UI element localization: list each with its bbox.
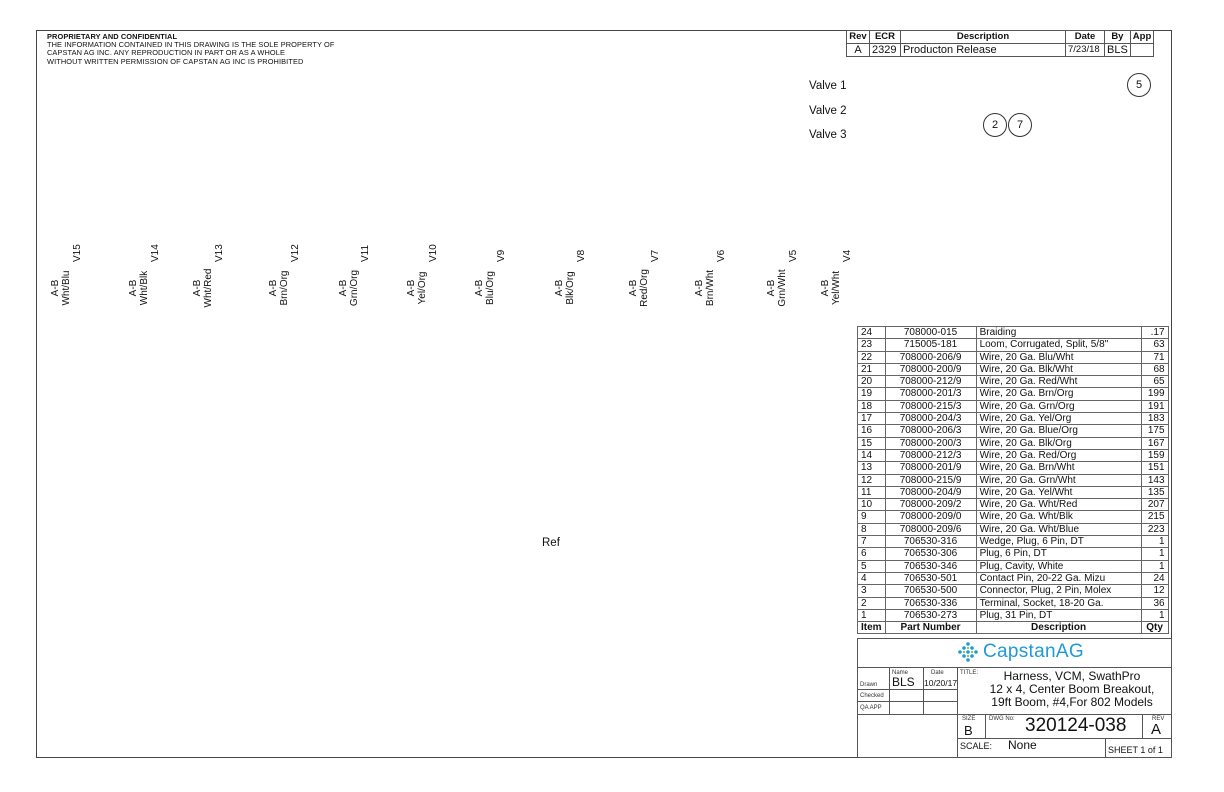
title-line-3: 19ft Boom, #4,For 802 Models [991,695,1153,709]
bom-description-cell: Plug, 6 Pin, DT [976,548,1141,560]
bom-item-cell: 23 [858,339,886,351]
bom-item-cell: 19 [858,388,886,400]
bom-part-cell: 708000-215/9 [885,474,976,486]
bom-part-cell: 708000-200/3 [885,437,976,449]
connector-wire-color: Grn/Org [349,269,360,307]
bom-item-cell: 2 [858,597,886,609]
bom-description-cell: Plug, 31 Pin, DT [976,609,1141,621]
bom-item-cell: 18 [858,400,886,412]
rev-date-cell: 7/23/18 [1066,44,1105,57]
valve-id-v11: V11 [360,244,371,262]
connector-label-v6 [694,262,716,314]
bom-qty-cell: 175 [1141,425,1168,437]
connector-ab-label: A-B [268,279,279,297]
connector-ab-label: A-B [694,279,705,297]
bom-part-cell: 708000-215/3 [885,400,976,412]
proprietary-notice [47,33,335,66]
connector-wire-color: Grn/Wht [777,269,788,307]
name-label: Name [892,670,909,676]
bom-part-cell: 706530-316 [885,536,976,548]
connector-ab-label: A-B [766,279,777,297]
bom-part-cell: 708000-200/9 [885,363,976,375]
connector-ab-label: A-B [820,279,831,297]
valve-id-v5: V5 [788,249,799,262]
connector-label-v8 [554,262,576,314]
connector-wire-color: Yel/Org [417,271,428,305]
rev-description-cell: Producton Release [901,44,1066,57]
bom-part-cell: 706530-306 [885,548,976,560]
bom-qty-cell: 159 [1141,449,1168,461]
connector-wire-color: Yel/Wht [831,270,842,306]
bom-item-cell: 12 [858,474,886,486]
bom-item-cell: 21 [858,363,886,375]
bom-description-cell: Wire, 20 Ga. Brn/Org [976,388,1141,400]
ecr-col-header: ECR [870,31,901,44]
bom-qty-cell: 1 [1141,548,1168,560]
bom-part-cell: 706530-501 [885,572,976,584]
bom-row [858,572,1169,584]
bom-item-cell: 17 [858,413,886,425]
proprietary-heading: PROPRIETARY AND CONFIDENTIAL [47,32,178,41]
drawn-name: BLS [892,675,915,689]
connector-wire-color: Wht/Blu [61,270,72,306]
bom-row [858,609,1169,621]
rev-value: A [1151,721,1162,738]
bom-part-cell: 708000-209/6 [885,523,976,535]
connector-label-v12 [268,262,290,314]
description-col-header: Description [901,31,1066,44]
bom-row [858,548,1169,560]
bom-description-cell: Wire, 20 Ga. Brn/Wht [976,462,1141,474]
qty-col-header: Qty [1141,622,1168,634]
bom-row [858,462,1169,474]
bom-item-cell: 14 [858,449,886,461]
bom-row [858,597,1169,609]
bom-row [858,413,1169,425]
bom-body [858,327,1169,622]
item-col-header: Item [858,622,886,634]
bom-item-cell: 20 [858,376,886,388]
valve-3-label: Valve 3 [809,129,847,141]
valve-id-v6: V6 [716,249,727,262]
connector-wire-color: Blu/Org [485,271,496,305]
bom-part-cell: 708000-206/3 [885,425,976,437]
bom-part-cell: 708000-201/3 [885,388,976,400]
connector-ab-label: A-B [192,279,203,297]
valve-id-v14: V14 [150,244,161,262]
dwg-no-label: DWG No: [989,716,1015,722]
bom-description-cell: Wire, 20 Ga. Wht/Blue [976,523,1141,535]
connector-label-v5 [766,262,788,314]
bom-item-cell: 4 [858,572,886,584]
balloon-5: 5 [1127,73,1151,97]
bom-part-cell: 708000-206/9 [885,351,976,363]
bom-part-cell: 708000-015 [885,327,976,339]
bom-description-cell: Wire, 20 Ga. Blue/Org [976,425,1141,437]
bom-qty-cell: 1 [1141,560,1168,572]
connector-wire-color: Blk/Org [565,271,576,305]
diamond-dots-logo-icon [957,641,979,663]
sheet-number: SHEET 1 of 1 [1108,745,1163,755]
connector-ab-label: A-B [128,279,139,297]
valve-id-v15: V15 [72,244,83,262]
bom-item-cell: 10 [858,499,886,511]
bom-item-cell: 22 [858,351,886,363]
bom-row [858,339,1169,351]
bom-part-cell: 706530-500 [885,585,976,597]
revision-table [846,30,1154,57]
connector-label-v7 [628,262,650,314]
bom-description-cell: Contact Pin, 20-22 Ga. Mizu [976,572,1141,584]
bom-qty-cell: 36 [1141,597,1168,609]
bom-description-cell: Connector, Plug, 2 Pin, Molex [976,585,1141,597]
bom-description-cell: Wire, 20 Ga. Blk/Wht [976,363,1141,375]
bom-qty-cell: 167 [1141,437,1168,449]
bom-item-cell: 24 [858,327,886,339]
bom-row [858,449,1169,461]
proprietary-line1: THE INFORMATION CONTAINED IN THIS DRAWING IS THE SOLE PROPERTY OF [47,40,335,50]
bom-part-cell: 706530-336 [885,597,976,609]
bom-row [858,486,1169,498]
bom-description-cell: Plug, Cavity, White [976,560,1141,572]
bom-item-cell: 9 [858,511,886,523]
bom-part-cell: 708000-209/0 [885,511,976,523]
bom-description-cell: Wire, 20 Ga. Red/Wht [976,376,1141,388]
bom-item-cell: 3 [858,585,886,597]
bom-qty-cell: 65 [1141,376,1168,388]
bom-row [858,523,1169,535]
connector-ab-label: A-B [406,279,417,297]
bom-description-cell: Wire, 20 Ga. Yel/Org [976,413,1141,425]
bom-row [858,363,1169,375]
bom-part-cell: 715005-181 [885,339,976,351]
bom-description-cell: Wire, 20 Ga. Wht/Blk [976,511,1141,523]
bom-row [858,327,1169,339]
bom-row [858,560,1169,572]
bom-qty-cell: 199 [1141,388,1168,400]
bom-description-cell: Wedge, Plug, 6 Pin, DT [976,536,1141,548]
bom-description-cell: Braiding [976,327,1141,339]
bom-description-cell: Wire, 20 Ga. Blu/Wht [976,351,1141,363]
valve-id-v8: V8 [576,249,587,262]
title-line-2: 12 x 4, Center Boom Breakout, [989,682,1155,696]
bom-description-cell: Wire, 20 Ga. Grn/Wht [976,474,1141,486]
date-label: Date [931,670,944,676]
bom-part-cell: 708000-212/3 [885,449,976,461]
connector-ab-label: A-B [338,279,349,297]
connector-wire-color: Brn/Org [279,270,290,306]
bom-qty-cell: 12 [1141,585,1168,597]
bom-qty-cell: 71 [1141,351,1168,363]
part-col-header: Part Number [885,622,976,634]
qa-label: QA APP [860,705,882,711]
bom-item-cell: 6 [858,548,886,560]
bom-item-cell: 7 [858,536,886,548]
valve-2-label: Valve 2 [809,105,847,117]
bom-row [858,499,1169,511]
bom-qty-cell: 207 [1141,499,1168,511]
bom-description-cell: Wire, 20 Ga. Red/Org [976,449,1141,461]
rev-label: REV [1152,716,1165,722]
bom-row [858,376,1169,388]
rev-by-cell: BLS [1105,44,1131,57]
bom-item-cell: 1 [858,609,886,621]
connector-wire-color: Red/Org [639,269,650,307]
bom-row [858,511,1169,523]
bill-of-materials [857,326,1169,634]
connector-label-v10 [406,262,428,314]
bom-qty-cell: 183 [1141,413,1168,425]
bom-description-cell: Loom, Corrugated, Split, 5/8" [976,339,1141,351]
scale-label: SCALE: [960,741,993,751]
title-label: TITLE: [960,670,979,676]
bom-description-cell: Wire, 20 Ga. Grn/Org [976,400,1141,412]
connector-label-v13 [192,262,214,314]
bom-header-row [858,622,1169,634]
connector-label-v4 [820,262,842,314]
connector-ab-label: A-B [474,279,485,297]
connector-ab-label: A-B [554,279,565,297]
valve-id-v10: V10 [428,244,439,262]
bom-qty-cell: 215 [1141,511,1168,523]
description-col-header: Description [976,622,1141,634]
bom-row [858,474,1169,486]
bom-item-cell: 13 [858,462,886,474]
bom-qty-cell: 191 [1141,400,1168,412]
bom-item-cell: 5 [858,560,886,572]
valve-id-v9: V9 [496,249,507,262]
valve-id-v4: V4 [842,249,853,262]
connector-ab-label: A-B [628,279,639,297]
bom-row [858,388,1169,400]
date-col-header: Date [1066,31,1105,44]
balloon-2: 2 [983,113,1007,137]
connector-wire-color: Wht/Red [203,268,214,308]
checked-label: Checked [860,693,884,699]
bom-part-cell: 708000-201/9 [885,462,976,474]
valve-id-v13: V13 [214,244,225,262]
bom-description-cell: Wire, 20 Ga. Blk/Org [976,437,1141,449]
valve-1-label: Valve 1 [809,80,847,92]
bom-row [858,425,1169,437]
bom-item-cell: 16 [858,425,886,437]
connector-wire-color: Wht/Blk [139,270,150,306]
bom-description-cell: Wire, 20 Ga. Yel/Wht [976,486,1141,498]
bom-qty-cell: 223 [1141,523,1168,535]
drawn-date: 10/20/17 [924,678,958,688]
bom-qty-cell: 24 [1141,572,1168,584]
valve-id-v7: V7 [650,249,661,262]
connector-label-v9 [474,262,496,314]
company-logo [957,641,1084,663]
by-col-header: By [1105,31,1131,44]
bom-qty-cell: 143 [1141,474,1168,486]
drawing-title [975,670,1169,709]
bom-description-cell: Terminal, Socket, 18-20 Ga. [976,597,1141,609]
rev-col-header: Rev [847,31,870,44]
bom-item-cell: 8 [858,523,886,535]
bom-part-cell: 708000-204/3 [885,413,976,425]
dwg-no-value: 320124-038 [1025,715,1127,736]
proprietary-line2: CAPSTAN AG INC. ANY REPRODUCTION IN PART OR AS A WHOLE [47,48,285,58]
bom-item-cell: 11 [858,486,886,498]
connector-label-v15 [50,262,72,314]
bom-description-cell: Wire, 20 Ga. Wht/Red [976,499,1141,511]
drawn-label: Drawn [860,682,878,688]
bom-row [858,536,1169,548]
connector-label-v11 [338,262,360,314]
bom-qty-cell: 1 [1141,536,1168,548]
title-line-1: Harness, VCM, SwathPro [1003,669,1141,683]
rev-app-cell [1130,44,1153,57]
proprietary-line3: WITHOUT WRITTEN PERMISSION OF CAPSTAN AG INC IS PROHIBITED [47,56,304,66]
ref-label: Ref [542,537,560,549]
bom-part-cell: 708000-209/2 [885,499,976,511]
size-value: B [964,723,973,738]
bom-qty-cell: 135 [1141,486,1168,498]
bom-row [858,585,1169,597]
bom-row [858,351,1169,363]
size-label: SIZE [962,716,976,722]
bom-item-cell: 15 [858,437,886,449]
bom-qty-cell: .17 [1141,327,1168,339]
ecr-cell: 2329 [870,44,901,57]
bom-row [858,437,1169,449]
bom-qty-cell: 63 [1141,339,1168,351]
bom-qty-cell: 68 [1141,363,1168,375]
revision-header-row [847,31,1154,44]
bom-part-cell: 706530-346 [885,560,976,572]
app-col-header: App [1130,31,1153,44]
connector-label-v14 [128,262,150,314]
bom-part-cell: 706530-273 [885,609,976,621]
logo-text: CapstanAG [983,641,1084,662]
connector-ab-label: A-B [50,279,61,297]
connector-wire-color: Brn/Wht [705,269,716,307]
balloon-7: 7 [1008,113,1032,137]
bom-part-cell: 708000-204/9 [885,486,976,498]
bom-qty-cell: 151 [1141,462,1168,474]
bom-part-cell: 708000-212/9 [885,376,976,388]
bom-qty-cell: 1 [1141,609,1168,621]
scale-value: None [1008,738,1037,752]
rev-cell: A [847,44,870,57]
revision-row [847,44,1154,57]
valve-id-v12: V12 [290,244,301,262]
bom-row [858,400,1169,412]
